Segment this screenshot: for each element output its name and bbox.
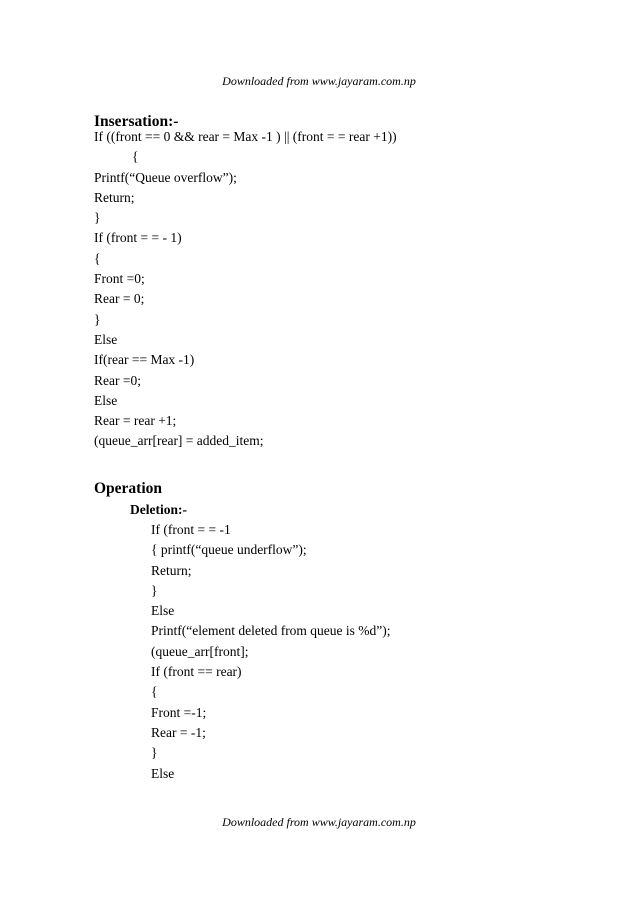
code-line: If(rear == Max -1) xyxy=(94,352,195,368)
code-line: Front =-1; xyxy=(151,704,207,720)
insertion-code-block xyxy=(94,127,397,452)
code-line: Rear = rear +1; xyxy=(94,413,177,429)
code-line: (queue_arr[rear] = added_item; xyxy=(94,433,264,449)
code-line: { xyxy=(151,684,158,700)
operation-heading: Operation xyxy=(94,480,163,497)
code-line: Front =0; xyxy=(94,271,145,287)
code-line: Else xyxy=(94,392,118,408)
deletion-subheading: Deletion:- xyxy=(130,502,187,517)
code-line: } xyxy=(94,210,101,226)
code-line: Rear =0; xyxy=(94,372,141,388)
code-line: If (front == rear) xyxy=(151,664,242,680)
code-line: } xyxy=(151,582,158,598)
code-line: } xyxy=(94,311,101,327)
code-line: Return; xyxy=(94,189,135,205)
code-line: Return; xyxy=(151,562,192,578)
code-line: If (front = = -1 xyxy=(151,522,231,537)
code-line: Else xyxy=(151,765,175,781)
page-footer: Downloaded from www.jayaram.com.np xyxy=(222,815,416,829)
code-line: Else xyxy=(94,331,118,347)
code-line: Printf(“element deleted from queue is %d”); xyxy=(151,623,391,639)
code-line: Rear = -1; xyxy=(151,724,206,740)
deletion-code-block xyxy=(151,520,391,784)
code-line: } xyxy=(151,745,158,761)
page-header: Downloaded from www.jayaram.com.np xyxy=(222,74,416,88)
code-line: Printf(“Queue overflow”); xyxy=(94,169,237,185)
code-line: If ((front == 0 && rear = Max -1 ) || (front = = rear +1)) xyxy=(94,129,397,144)
code-line: { printf(“queue underflow”); xyxy=(151,542,307,558)
insertion-heading: Insersation:- xyxy=(94,113,179,130)
code-line: (queue_arr[front]; xyxy=(151,643,249,659)
code-line: If (front = = - 1) xyxy=(94,230,182,246)
code-line: Rear = 0; xyxy=(94,291,145,307)
code-line: { xyxy=(94,250,101,266)
code-line: { xyxy=(132,149,139,165)
code-line: Else xyxy=(151,603,175,619)
